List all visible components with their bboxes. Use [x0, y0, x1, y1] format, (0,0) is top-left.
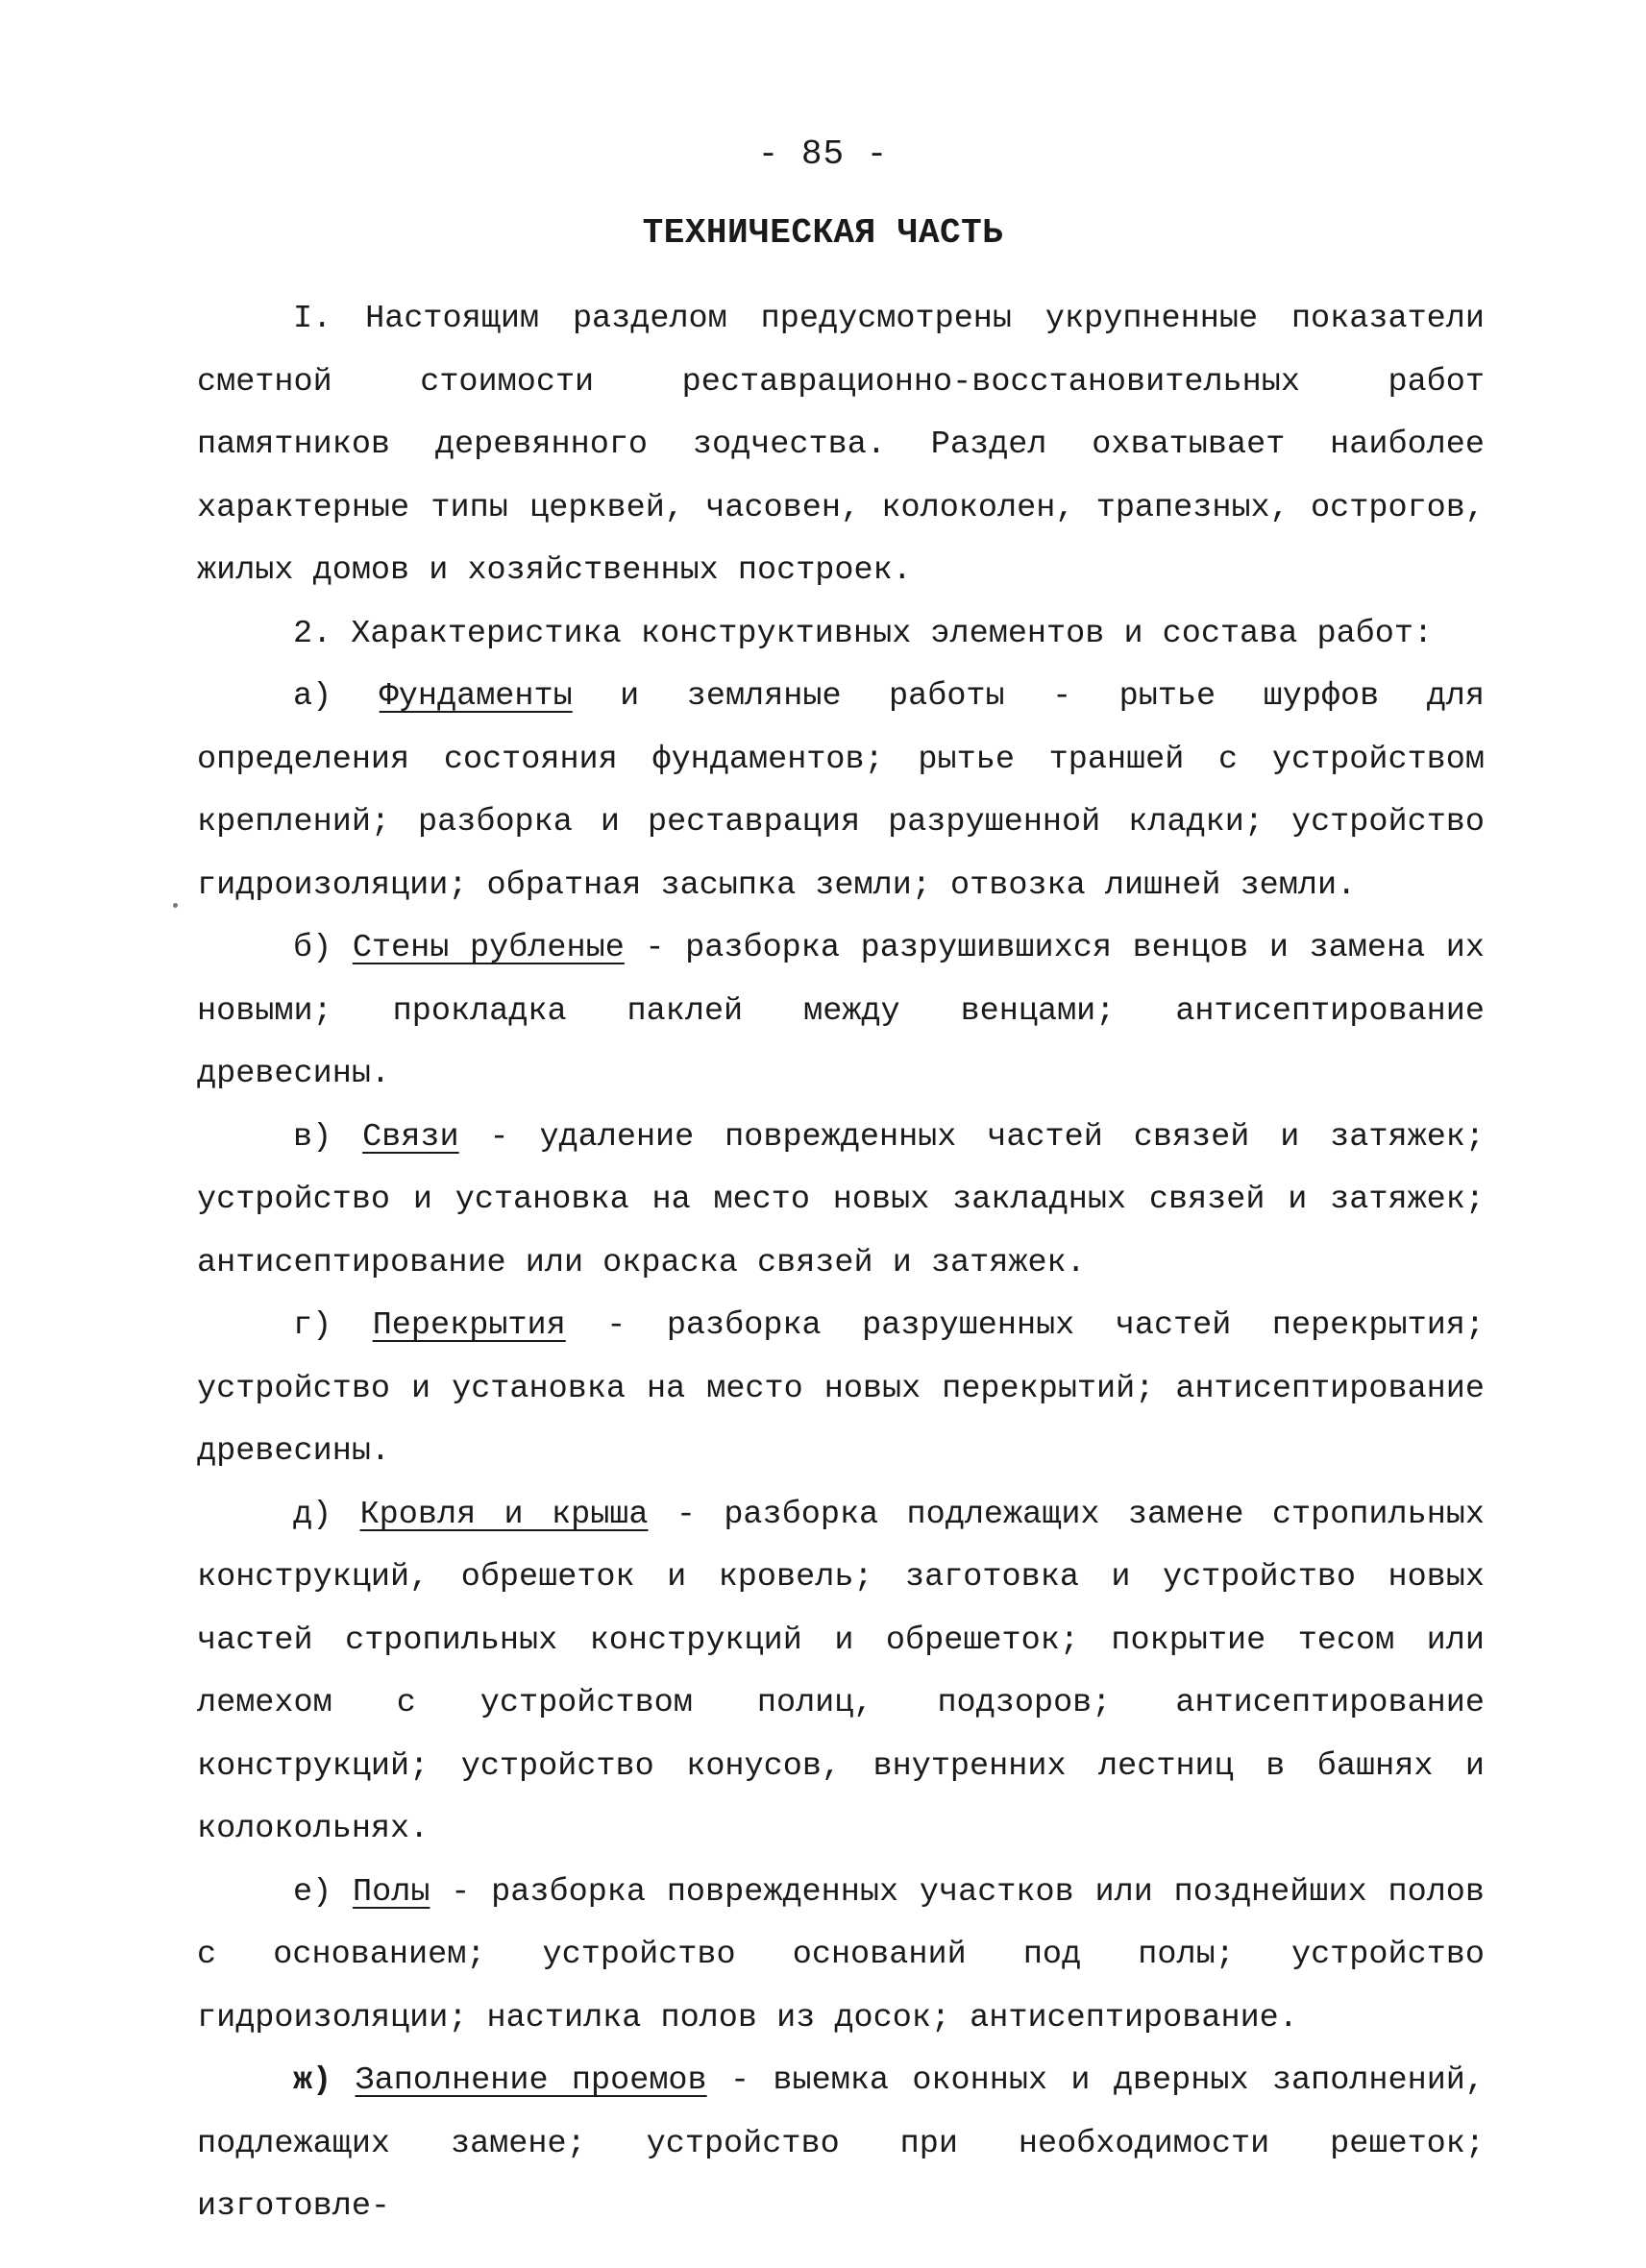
item-term: Стены рубленые [352, 930, 625, 966]
paragraph-e-floors [197, 1862, 1485, 2051]
item-text: - разборка разрушившихся венцов и замена их новыми; прокладка паклей между венцами; антисептирование древесины. [197, 930, 1486, 1092]
item-prefix: д) [293, 1496, 360, 1533]
page-number: - 85 - [757, 134, 889, 174]
item-prefix: а) [293, 678, 380, 715]
item-term: Связи [362, 1118, 459, 1156]
item-term: Перекрытия [372, 1307, 566, 1344]
section-title: ТЕХНИЧЕСКАЯ ЧАСТЬ [642, 213, 1004, 253]
paragraph-g-floors-ceilings [197, 1295, 1485, 1484]
item-term: Кровля и крыша [359, 1496, 649, 1533]
paragraph-a-foundations [197, 666, 1485, 917]
paragraph-zh-openings [197, 2050, 1485, 2239]
body-text [197, 288, 1485, 2239]
item-text: - выемка оконных и дверных заполнений, подлежащих замене; устройство при необходимости решеток; изготовле- [197, 2062, 1486, 2225]
scan-speck [173, 903, 178, 908]
paragraph-d-roof [197, 1484, 1485, 1862]
item-text: - разборка подлежащих замене стропильных конструкций, обрешеток и кровель; заготовка и устройство новых частей стропильных конструкций и обрешеток; покрытие тесом или лемехом с устройством полиц, подзоров; антисептирование конструкций; устройство конусов, внутренних лестниц в башнях и колокольнях. [197, 1496, 1485, 1847]
paragraph-2: 2. Характеристика конструктивных элементов и состава работ: [293, 615, 1434, 652]
item-prefix: г) [293, 1307, 373, 1344]
item-text: - разборка поврежденных участков или позднейших полов с основанием; устройство оснований под полы; устройство гидроизоляции; настилка полов из досок; антисептирование. [197, 1873, 1486, 2036]
item-text: и земляные работы - рытье шурфов для определения состояния фундаментов; рытье траншей с устройством креплений; разборка и реставрация разрушенной кладки; устройство гидроизоляции; обратная засыпка земли; отвозка лишней земли. [197, 678, 1486, 904]
item-text: - разборка разрушенных частей перекрытия; устройство и установка на место новых перекрытий; антисептирование древесины. [197, 1307, 1486, 1470]
item-prefix: е) [293, 1873, 354, 1911]
item-prefix: ж) [293, 2062, 356, 2099]
paragraph-1: I. Настоящим разделом предусмотрены укрупненные показатели сметной стоимости реставрационно-восстановительных работ памятников деревянного зодчества. Раздел охватывает наиболее характерные типы церквей, часовен, колоколен, трапезных, острогов, жилых домов и хозяйственных построек. [197, 301, 1485, 589]
item-prefix: б) [293, 930, 353, 966]
item-term: Заполнение проемов [355, 2062, 707, 2099]
item-term: Полы [353, 1873, 430, 1911]
paragraph-v-ties [197, 1107, 1485, 1296]
item-term: Фундаменты [379, 678, 573, 715]
paragraph-b-walls [197, 917, 1485, 1107]
item-prefix: в) [293, 1118, 363, 1156]
item-text: - удаление поврежденных частей связей и затяжек; устройство и установка на место новых закладных связей и затяжек; антисептирование или окраска связей и затяжек. [197, 1118, 1486, 1281]
